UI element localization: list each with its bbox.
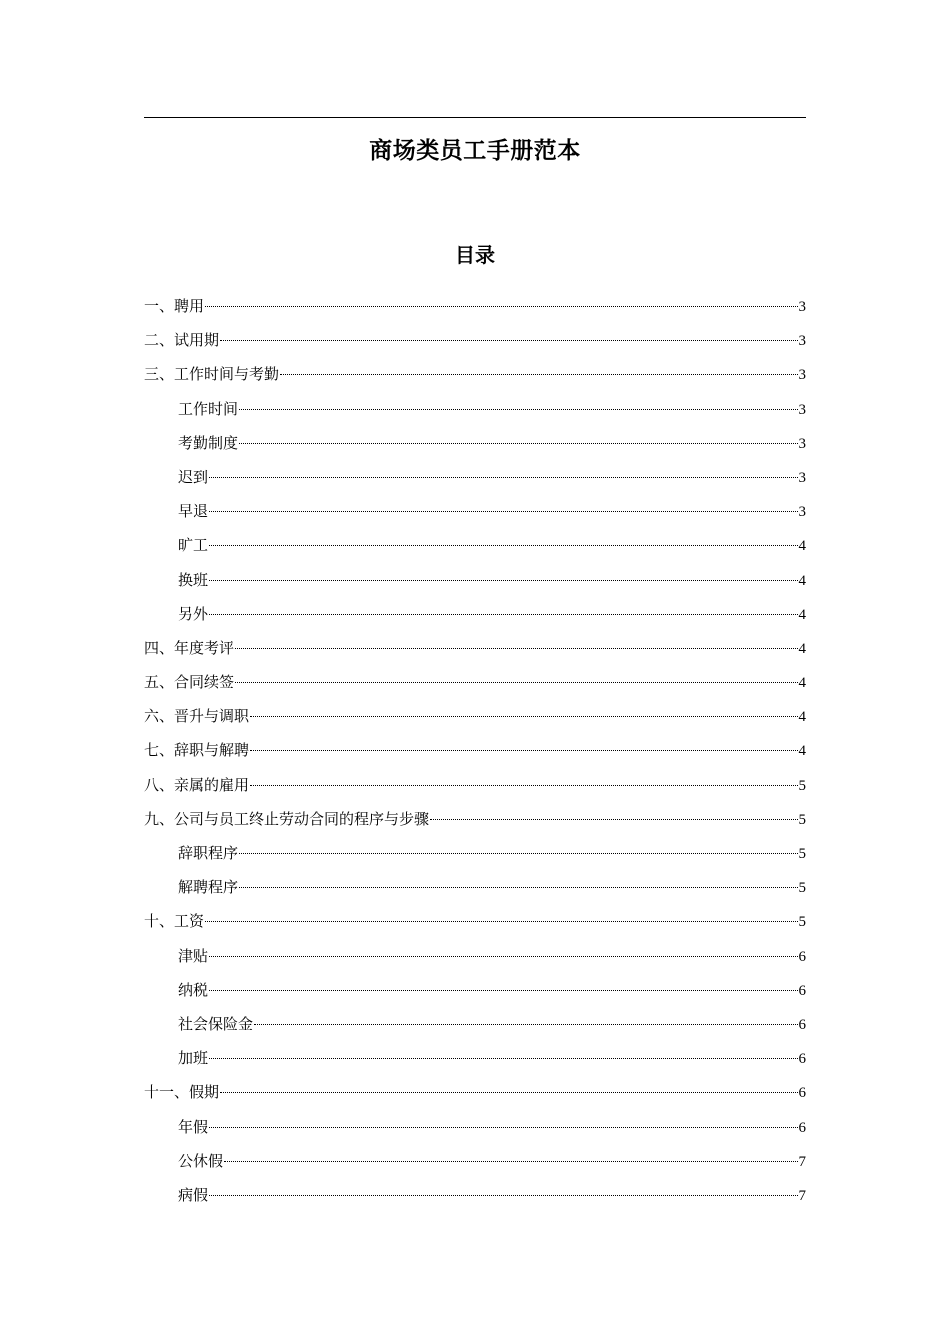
toc-page-number: 6 [798, 1051, 806, 1068]
toc-entry[interactable] [144, 668, 806, 702]
toc-entry[interactable] [144, 634, 806, 668]
toc-subentry[interactable] [144, 942, 806, 976]
toc-dot-leader [209, 1058, 797, 1059]
toc-entry-label: 十一、假期 [144, 1083, 220, 1102]
table-of-contents [144, 292, 806, 1215]
toc-page-number: 5 [798, 880, 806, 897]
toc-dot-leader [209, 1127, 797, 1128]
toc-entry-label: 三、工作时间与考勤 [144, 365, 280, 384]
toc-dot-leader [250, 785, 797, 786]
toc-entry-label: 津贴 [178, 946, 209, 965]
toc-entry-label: 纳税 [178, 980, 209, 999]
toc-dot-leader [280, 374, 797, 375]
toc-dot-leader [250, 750, 797, 751]
toc-dot-leader [224, 1161, 797, 1162]
toc-entry-label: 年假 [178, 1117, 209, 1136]
toc-entry-label: 解聘程序 [178, 878, 239, 897]
toc-page-number: 4 [798, 743, 806, 760]
toc-page-number: 4 [798, 640, 806, 657]
toc-dot-leader [254, 1024, 797, 1025]
toc-entry-label: 病假 [178, 1185, 209, 1204]
toc-entry-label: 一、聘用 [144, 297, 205, 315]
toc-page-number: 6 [798, 1119, 806, 1136]
toc-entry[interactable] [144, 805, 806, 839]
toc-entry-label: 迟到 [178, 467, 209, 486]
toc-page-number: 3 [798, 299, 806, 315]
toc-subentry[interactable] [144, 1113, 806, 1147]
toc-subentry[interactable] [144, 600, 806, 634]
toc-subentry[interactable] [144, 566, 806, 600]
toc-entry[interactable] [144, 702, 806, 736]
toc-entry-label: 加班 [178, 1049, 209, 1068]
toc-page-number: 6 [798, 982, 806, 999]
toc-entry[interactable] [144, 771, 806, 805]
toc-page-number: 5 [798, 846, 806, 862]
toc-page-number: 5 [798, 811, 806, 828]
toc-dot-leader [209, 580, 797, 581]
toc-entry-label: 二、试用期 [144, 331, 220, 350]
toc-page-number: 5 [798, 777, 806, 794]
toc-page-number: 4 [798, 538, 806, 555]
toc-entry-label: 六、晋升与调职 [144, 707, 250, 726]
toc-page-number: 3 [798, 333, 806, 350]
toc-page-number: 7 [798, 1153, 806, 1170]
toc-subentry[interactable] [144, 1010, 806, 1044]
toc-subentry[interactable] [144, 839, 806, 873]
toc-entry-label: 旷工 [178, 536, 209, 555]
toc-dot-leader [209, 956, 797, 957]
toc-dot-leader [235, 682, 797, 683]
toc-page-number: 6 [798, 948, 806, 965]
toc-page-number: 4 [798, 606, 806, 623]
toc-dot-leader [209, 545, 797, 546]
toc-dot-leader [209, 990, 797, 991]
toc-dot-leader [235, 648, 797, 649]
toc-dot-leader [239, 443, 797, 444]
toc-dot-leader [239, 853, 797, 854]
toc-page-number: 4 [798, 675, 806, 692]
toc-page-number: 4 [798, 709, 806, 726]
toc-entry-label: 考勤制度 [178, 433, 239, 452]
toc-dot-leader [205, 921, 797, 922]
toc-dot-leader [209, 511, 797, 512]
toc-entry-label: 早退 [178, 502, 209, 521]
toc-dot-leader [239, 887, 797, 888]
toc-entry-label: 四、年度考评 [144, 638, 235, 657]
document-title: 商场类员工手册范本 [369, 137, 581, 164]
toc-subentry[interactable] [144, 531, 806, 565]
toc-page-number: 3 [798, 435, 806, 452]
toc-page-number: 7 [798, 1187, 806, 1204]
toc-dot-leader [209, 477, 797, 478]
toc-subentry[interactable] [144, 1147, 806, 1181]
toc-entry[interactable] [144, 907, 806, 941]
toc-page-number: 3 [798, 469, 806, 486]
toc-entry-label: 七、辞职与解聘 [144, 741, 250, 760]
toc-entry-label: 十、工资 [144, 912, 205, 931]
toc-subentry[interactable] [144, 395, 806, 429]
toc-subentry[interactable] [144, 463, 806, 497]
toc-dot-leader [220, 340, 797, 341]
toc-page-number: 3 [798, 367, 806, 384]
toc-entry-label: 社会保险金 [178, 1014, 254, 1033]
toc-page-number: 3 [798, 504, 806, 521]
toc-entry[interactable] [144, 292, 806, 326]
toc-heading: 目录 [455, 243, 495, 267]
toc-page-number: 6 [798, 1085, 806, 1102]
toc-page-number: 4 [798, 572, 806, 589]
toc-entry[interactable] [144, 326, 806, 360]
toc-entry-label: 五、合同续签 [144, 673, 235, 692]
toc-dot-leader [209, 614, 797, 615]
toc-dot-leader [250, 716, 797, 717]
toc-subentry[interactable] [144, 873, 806, 907]
toc-subentry[interactable] [144, 976, 806, 1010]
toc-entry[interactable] [144, 736, 806, 770]
toc-entry-label: 九、公司与员工终止劳动合同的程序与步骤 [144, 809, 430, 828]
toc-entry[interactable] [144, 360, 806, 394]
toc-entry-label: 另外 [178, 604, 209, 623]
toc-dot-leader [220, 1092, 797, 1093]
toc-subentry[interactable] [144, 1044, 806, 1078]
toc-entry-label: 换班 [178, 570, 209, 589]
toc-dot-leader [239, 409, 797, 410]
header-rule [144, 117, 806, 118]
toc-dot-leader [205, 306, 797, 307]
toc-page-number: 3 [798, 401, 806, 418]
toc-entry-label: 工作时间 [178, 399, 239, 418]
toc-page-number: 5 [798, 914, 806, 931]
toc-subentry[interactable] [144, 1181, 806, 1215]
toc-subentry[interactable] [144, 429, 806, 463]
toc-entry[interactable] [144, 1078, 806, 1112]
toc-subentry[interactable] [144, 497, 806, 531]
toc-dot-leader [209, 1195, 797, 1196]
toc-dot-leader [430, 819, 797, 820]
toc-entry-label: 八、亲属的雇用 [144, 775, 250, 794]
toc-entry-label: 公休假 [178, 1151, 224, 1170]
toc-entry-label: 辞职程序 [178, 844, 239, 862]
toc-page-number: 6 [798, 1016, 806, 1033]
